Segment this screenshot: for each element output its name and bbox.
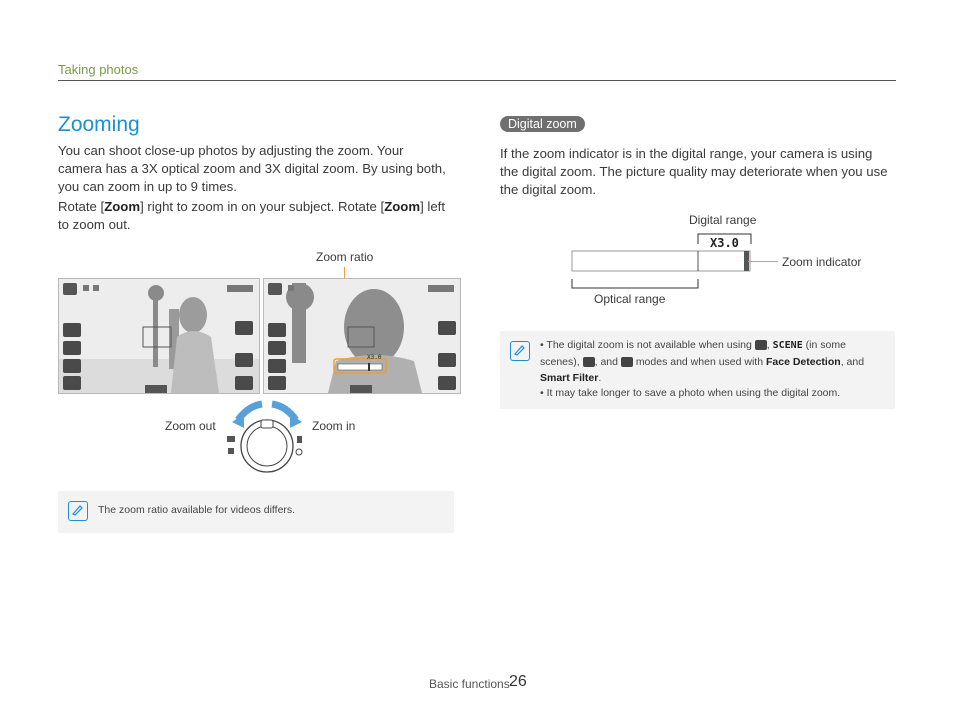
header-divider (58, 80, 896, 81)
page-number: 26 (509, 673, 527, 690)
optical-range-label: Optical range (594, 292, 666, 306)
scene-zoom-out-image (59, 279, 259, 393)
face-button[interactable] (235, 353, 253, 367)
flash-button[interactable] (63, 323, 81, 337)
scene-icon: SCENE (772, 340, 803, 351)
digital-range-label: Digital range (689, 213, 757, 227)
digital-zoom-note-item-2: • It may take longer to save a photo when using the digital zoom. (540, 387, 841, 399)
smart-movie-icon (583, 357, 595, 367)
scene-zoom-in-image (264, 279, 460, 393)
zoom-value-readout: X3.0 (710, 236, 739, 250)
note-icon (510, 341, 530, 361)
menu-button[interactable] (235, 376, 253, 390)
menu-button[interactable] (438, 376, 456, 390)
digital-zoom-heading: Digital zoom (500, 116, 585, 132)
camera-screen-zoom-out (58, 278, 260, 394)
section-header: Taking photos (58, 62, 139, 77)
note-icon (68, 501, 88, 521)
display-button[interactable] (268, 376, 286, 390)
zoom-indicator-label: Zoom indicator (782, 255, 862, 269)
zoom-out-label: Zoom out (165, 419, 216, 433)
af-button[interactable] (63, 341, 81, 355)
face-button[interactable] (438, 353, 456, 367)
intro-paragraph: You can shoot close-up photos by adjusting the zoom. Your camera has a 3X optical zoom and 3X digital zoom. By using both, you can zoom in up to 9 times. (58, 143, 446, 194)
movie-icon (621, 357, 633, 367)
playback-tab[interactable] (350, 385, 372, 393)
zoom-dial-icon (224, 398, 310, 478)
zoom-indicator-leader-line (748, 261, 778, 262)
digital-zoom-note-item-1: • The digital zoom is not available when using , SCENE (in some scenes), , and modes and when used with Face Detection, and Smart Filter. (540, 339, 865, 384)
flash-button[interactable] (268, 323, 286, 337)
display-button[interactable] (63, 376, 81, 390)
video-zoom-note (58, 491, 454, 533)
page-title: Zooming (58, 113, 140, 136)
smart-auto-icon (755, 340, 767, 350)
rotate-paragraph: Rotate [Zoom] right to zoom in on your subject. Rotate [Zoom] left to zoom out. (58, 199, 446, 232)
digital-zoom-note (500, 331, 895, 409)
footer-section: Basic functions (429, 677, 510, 691)
zoom-ratio-label: Zoom ratio (316, 250, 374, 264)
digital-zoom-paragraph: If the zoom indicator is in the digital range, your camera is using the digital zoom. The picture quality may deteriorate when you use the digital zoom. (500, 146, 888, 197)
camera-screen-zoom-in (263, 278, 461, 394)
timer-button[interactable] (63, 359, 81, 373)
zoom-in-label: Zoom in (312, 419, 356, 433)
timer-button[interactable] (268, 359, 286, 373)
playback-tab[interactable] (145, 385, 167, 393)
video-zoom-note-text: The zoom ratio available for videos differs. (98, 504, 296, 516)
af-button[interactable] (268, 341, 286, 355)
zoom-ratio-readout: X3.0 (367, 354, 382, 361)
smart-icon-button[interactable] (438, 321, 456, 335)
smart-icon-button[interactable] (235, 321, 253, 335)
